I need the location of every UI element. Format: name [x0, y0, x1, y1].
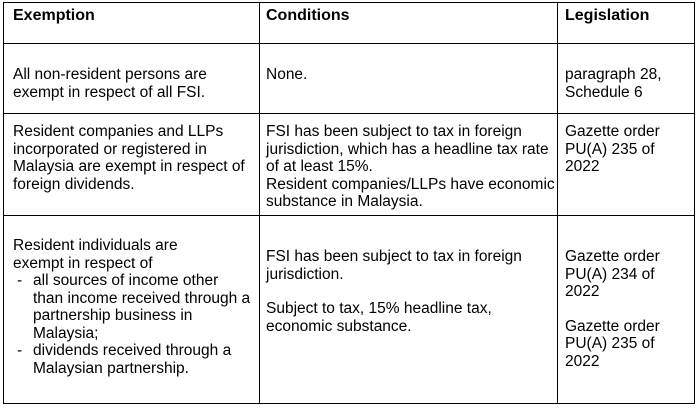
row1-exemption: All non-resident persons are exempt in respect of all FSI. — [13, 66, 207, 101]
row2-condition-2: Resident companies/LLPs have economic substance in Malaysia. — [266, 175, 555, 210]
exemption-table — [3, 2, 695, 404]
row3-exemption — [13, 237, 251, 377]
header-legislation: Legislation — [565, 7, 650, 24]
row-divider — [4, 215, 694, 216]
row2-exemption: Resident companies and LLPs incorporated or registered in Malaysia are exempt in respect of foreign dividends. — [13, 123, 245, 193]
row3-condition-1: FSI has been subject to tax in foreign jurisdiction. — [266, 248, 522, 283]
list-item: - dividends received through a Malaysian partnership. — [13, 342, 251, 377]
row3-exemption-intro: Resident individuals are exempt in respect of — [13, 237, 178, 272]
header-conditions: Conditions — [266, 7, 350, 24]
row3-condition-2: Subject to tax, 15% headline tax, economic substance. — [266, 300, 492, 335]
row1-conditions: None. — [266, 66, 308, 83]
row3-legislation-1: Gazette order PU(A) 234 of 2022 — [565, 248, 660, 300]
row2-condition-1: FSI has been subject to tax in foreign jurisdiction, which has a headline tax rate of at least 15%. — [266, 123, 549, 175]
column-divider — [259, 3, 260, 403]
column-divider — [557, 3, 558, 403]
row3-legislation-2: Gazette order PU(A) 235 of 2022 — [565, 317, 660, 370]
row-divider — [4, 43, 694, 44]
row-divider — [4, 113, 694, 114]
header-exemption: Exemption — [13, 7, 95, 24]
row2-legislation: Gazette order PU(A) 235 of 2022 — [565, 123, 660, 175]
row3-conditions — [266, 248, 551, 335]
row3-exemption-list — [13, 272, 251, 377]
list-item: - all sources of income other than income received through a partnership business in Malaysia; — [13, 272, 251, 342]
row2-conditions — [266, 123, 556, 211]
row3-legislation — [565, 248, 685, 370]
row1-legislation: paragraph 28, Schedule 6 — [565, 66, 662, 101]
